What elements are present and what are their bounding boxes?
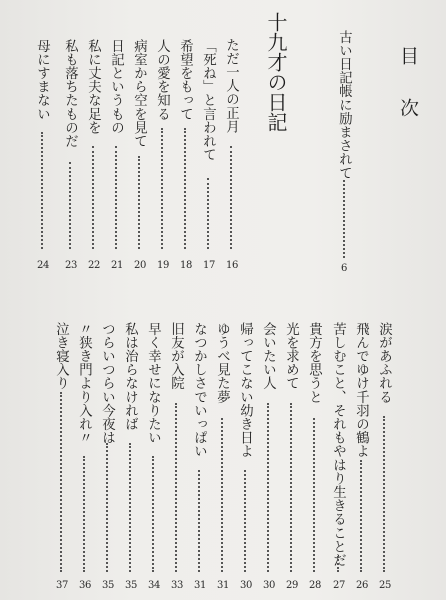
leader-dots [92,146,94,249]
toc-entry-title: 古い日記帳に励まされて [336,30,352,180]
toc-page-number: 31 [216,580,230,591]
toc-title-char-2: 次 [397,98,419,117]
toc-page-number: 35 [124,580,138,591]
toc-entry-title: 苦しむこと、それもやはり生きることだ [330,322,346,567]
toc-entry-title: 旧友が入院 [168,322,184,390]
leader-dots [383,416,385,572]
toc-page-number: 23 [64,260,78,271]
toc-page-number: 37 [55,580,69,591]
toc-entry-title: ただ一人の正月 [223,38,239,134]
toc-entry-title: 日記というもの [108,39,124,135]
toc-entry-title: 涙があふれる [376,322,392,404]
toc-page-number: 6 [340,263,348,274]
leader-dots [313,418,315,572]
leader-dots [267,403,269,572]
leader-dots [41,132,43,249]
toc-page-number: 27 [332,580,346,591]
toc-page-number: 22 [87,260,101,271]
leader-dots [198,470,200,572]
leader-dots [83,456,85,572]
toc-entry-title: 〃狭き門より入れ〃 [76,322,92,445]
section-heading: 十九才の日記 [264,12,288,132]
leader-dots [244,470,246,572]
toc-entry-title: 光を求めて [283,322,299,390]
toc-page-number: 18 [179,260,193,271]
toc-page-number: 17 [202,260,216,271]
toc-page-number: 30 [262,580,276,591]
leader-dots [129,443,131,572]
toc-title-char-1: 目 [397,46,419,65]
leader-dots [290,403,292,572]
toc-entry-title: 帰ってこない幼き日よ [237,322,253,458]
leader-dots [60,392,62,572]
toc-page-number: 16 [225,260,239,271]
leader-dots [230,146,232,249]
toc-page-number: 36 [78,580,92,591]
toc-entry-title: なつかしさでいっぱい [191,322,207,458]
toc-entry-title: 「死ね」と言われて [200,39,216,162]
toc-page-number: 33 [170,580,184,591]
toc-entry-title: つらいつらい今夜は [99,322,115,445]
toc-page-number: 34 [147,580,161,591]
leader-dots [106,443,108,572]
toc-entry-title: 人の愛を知る [154,39,170,121]
toc-page-number: 20 [133,260,147,271]
toc-entry-title: 私に丈夫な足を [85,39,101,135]
leader-dots [69,162,71,249]
leader-dots [184,128,186,249]
leader-dots [360,460,362,572]
toc-page-number: 25 [378,580,392,591]
leader-dots [152,456,154,572]
toc-entry-title: ゆうべ見た夢 [214,322,230,404]
toc-entry-title: 私も落ちたものだ [62,39,78,148]
toc-entry-title: 会いたい人 [260,322,276,390]
toc-entry-title: 飛んでゆけ千羽の鶴よ [353,322,369,458]
toc-entry-title: 早く幸せになりたい [145,322,161,445]
toc-entry-title: 病室から空を見て [131,39,147,148]
toc-page-number: 31 [193,580,207,591]
toc-page-number: 30 [239,580,253,591]
leader-dots [175,403,177,572]
toc-page-number: 21 [110,260,124,271]
leader-dots [138,156,140,249]
toc-entry-title: 希望をもって [177,39,193,121]
leader-dots [161,128,163,249]
leader-dots [343,180,345,258]
toc-entry-title: 泣き寝入り [53,322,69,390]
toc-page-number: 26 [355,580,369,591]
toc-page-number: 19 [156,260,170,271]
toc-entry-title: 母にすまない [34,39,50,121]
toc-page-number: 29 [285,580,299,591]
leader-dots [337,556,339,572]
toc-entry-title: 貴方を思うと [306,322,322,404]
leader-dots [115,146,117,249]
toc-page-number: 24 [36,260,50,271]
toc-page-number: 28 [308,580,322,591]
toc-entry-title: 私は治らなければ [122,322,138,431]
leader-dots [221,418,223,572]
leader-dots [207,178,209,249]
toc-page-number: 35 [101,580,115,591]
